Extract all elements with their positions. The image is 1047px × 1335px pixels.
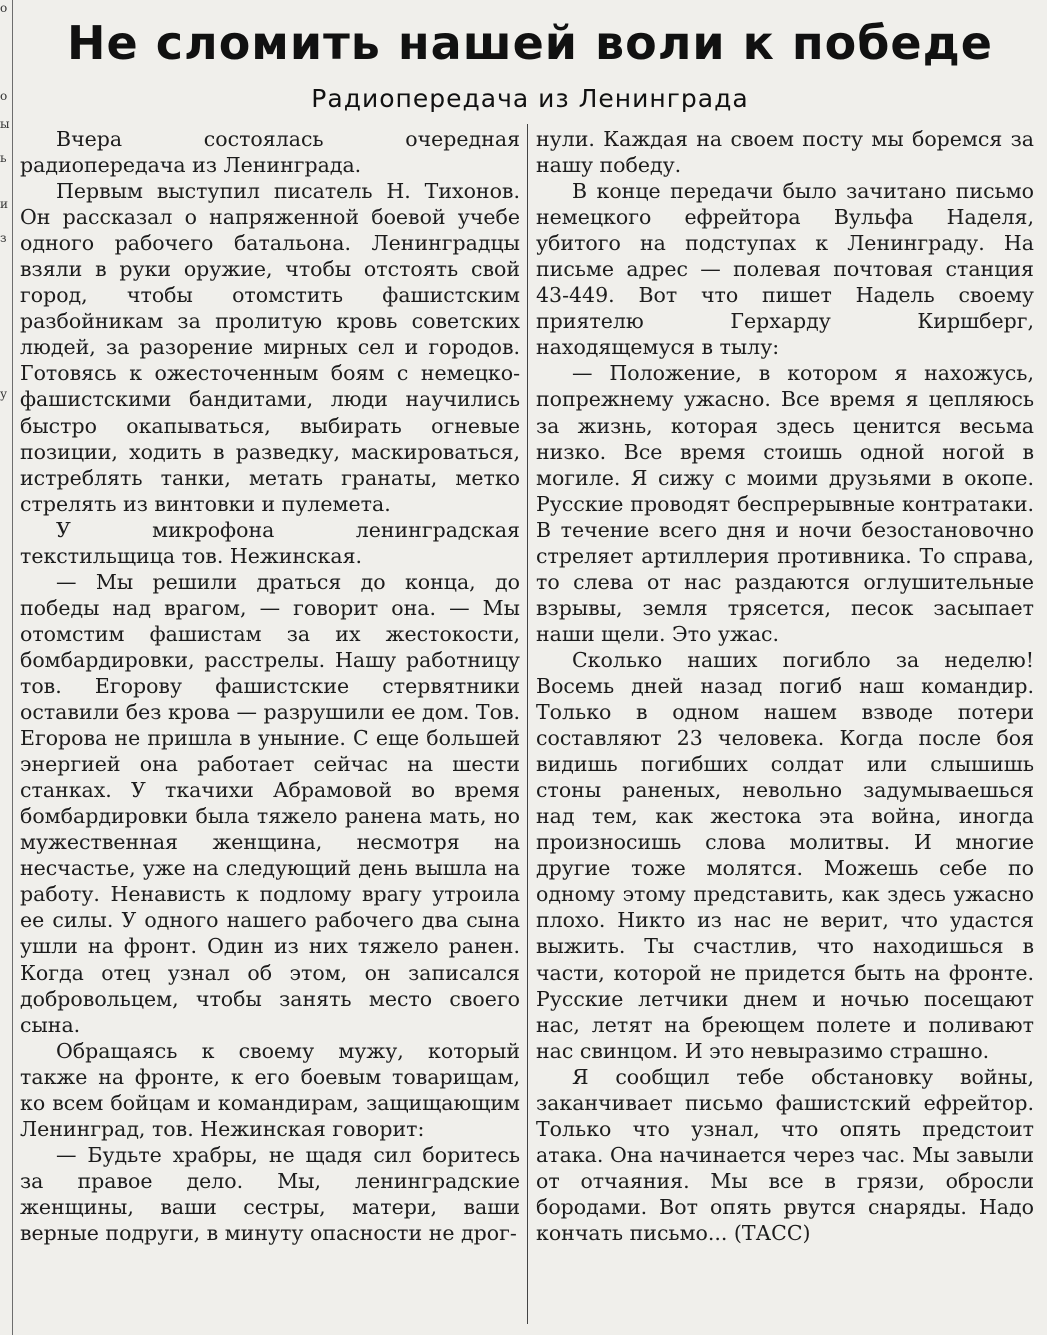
paragraph-continued: нули. Каждая на своем посту мы боремся за нашу победу. bbox=[536, 127, 1034, 178]
margin-glyph: у bbox=[0, 387, 8, 401]
paragraph: — Мы решили драться до конца, до победы над врагом, — говорит она. — Мы отомстим фашистам за их жестокости, бомбардировки, расстрелы. Нашу работницу тов. Егорову фашистские стервятники оставили без крова — разрушили ее дом. Тов. Егорова не пришла в уныние. С еще большей энергией она работает сейчас на шести станках. У ткачихи Абрамовой во время бомбардировки была тяжело ранена мать, но мужественная женщина, несмотря на несчастье, уже на следующий день вышла на работу. Ненависть к подлому врагу утроила ее силы. У одного нашего рабочего два сына ушли на фронт. Один из них тяжело ранен. Когда отец узнал об этом, он записался добровольцем, чтобы занять место своего сына. bbox=[20, 569, 520, 1037]
column-divider bbox=[527, 124, 528, 1324]
paragraph: Я сообщил тебе обстановку войны, заканчивает письмо фашистский ефрейтор. Только что узнал, что опять предстоит атака. Она начинается через час. Мы завыли от отчаяния. Мы все в грязи, обросли бородами. Вот опять рвутся снаряды. Надо кончать письмо... (ТАСС) bbox=[536, 1064, 1034, 1245]
paragraph: У микрофона ленинградская текстильщица тов. Нежинская. bbox=[20, 517, 520, 568]
margin-glyph: ь bbox=[0, 151, 7, 165]
margin-glyph: о bbox=[0, 1, 8, 15]
paragraph: Сколько наших погибло за неделю! Восемь дней назад погиб наш командир. Только в одном нашем взводе потери составляют 23 человека. Когда после боя видишь погибших солдат или слышишь стоны раненых, невольно задумываешься над тем, как жестока эта война, иногда произносишь слова молитвы. И многие другие тоже молятся. Можешь себе по одному этому представить, как здесь ужасно плохо. Никто из нас не верит, что удастся выжить. Ты счастлив, что находишься в части, которой не придется быть на фронте. Русские летчики днем и ночью посещают нас, летят на бреющем полете и поливают нас свинцом. И это невыразимо страшно. bbox=[536, 647, 1034, 1063]
margin-glyph: ы bbox=[0, 117, 10, 131]
paragraph: Первым выступил писатель Н. Тихонов. Он рассказал о напряженной боевой учебе одного рабочего батальона. Ленинградцы взяли в руки оружие, чтобы отстоять свой город, чтобы отомстить фашистским разбойникам за пролитую кровь советских людей, за разорение мирных сел и городов. Готовясь к ожесточенным боям с немецко-фашистскими бандитами, люди научились быстро окапываться, выбирать огневые позиции, ходить в разведку, маскироваться, истреблять танки, метать гранаты, метко стрелять из винтовки и пулемета. bbox=[20, 179, 520, 516]
paragraph: — Будьте храбры, не щадя сил боритесь за правое дело. Мы, ленинградские женщины, ваши сестры, матери, ваши верные подруги, в минуту опасности не дрог- bbox=[20, 1142, 520, 1245]
margin-glyph: з bbox=[0, 231, 7, 245]
article-column-left bbox=[20, 126, 520, 1246]
margin-glyph: о bbox=[0, 89, 8, 103]
paragraph: — Положение, в котором я нахожусь, попрежнему ужасно. Все время я цепляюсь за жизнь, которая здесь ценится весьма низко. Все время стоишь одной ногой в могиле. Я сижу с моими друзьями в окопе. Русские проводят беспрерывные контратаки. В течение всего дня и ночи безостановочно стреляет артиллерия противника. То справа, то слева от нас раздаются оглушительные взрывы, земля трясется, песок засыпает наши щели. Это ужас. bbox=[536, 361, 1034, 646]
article-subheadline: Радиопередача из Ленинграда bbox=[311, 84, 749, 113]
paragraph: Обращаясь к своему мужу, который также на фронте, к его боевым товарищам, ко всем бойцам и командирам, защищающим Ленинград, тов. Нежинская говорит: bbox=[20, 1038, 520, 1141]
paragraph: В конце передачи было зачитано письмо немецкого ефрейтора Вульфа Наделя, убитого на подступах к Ленинграду. На письме адрес — полевая почтовая станция 43-449. Вот что пишет Надель своему приятелю Герхарду Киршберг, находящемуся в тылу: bbox=[536, 179, 1034, 360]
article-column-right bbox=[536, 126, 1034, 1246]
margin-glyph: и bbox=[0, 197, 8, 211]
adjacent-column-edge bbox=[0, 0, 13, 1335]
paragraph: Вчера состоялась очередная радиопередача из Ленинграда. bbox=[20, 127, 520, 178]
article-headline: Не сломить нашей воли к победе bbox=[67, 16, 993, 70]
